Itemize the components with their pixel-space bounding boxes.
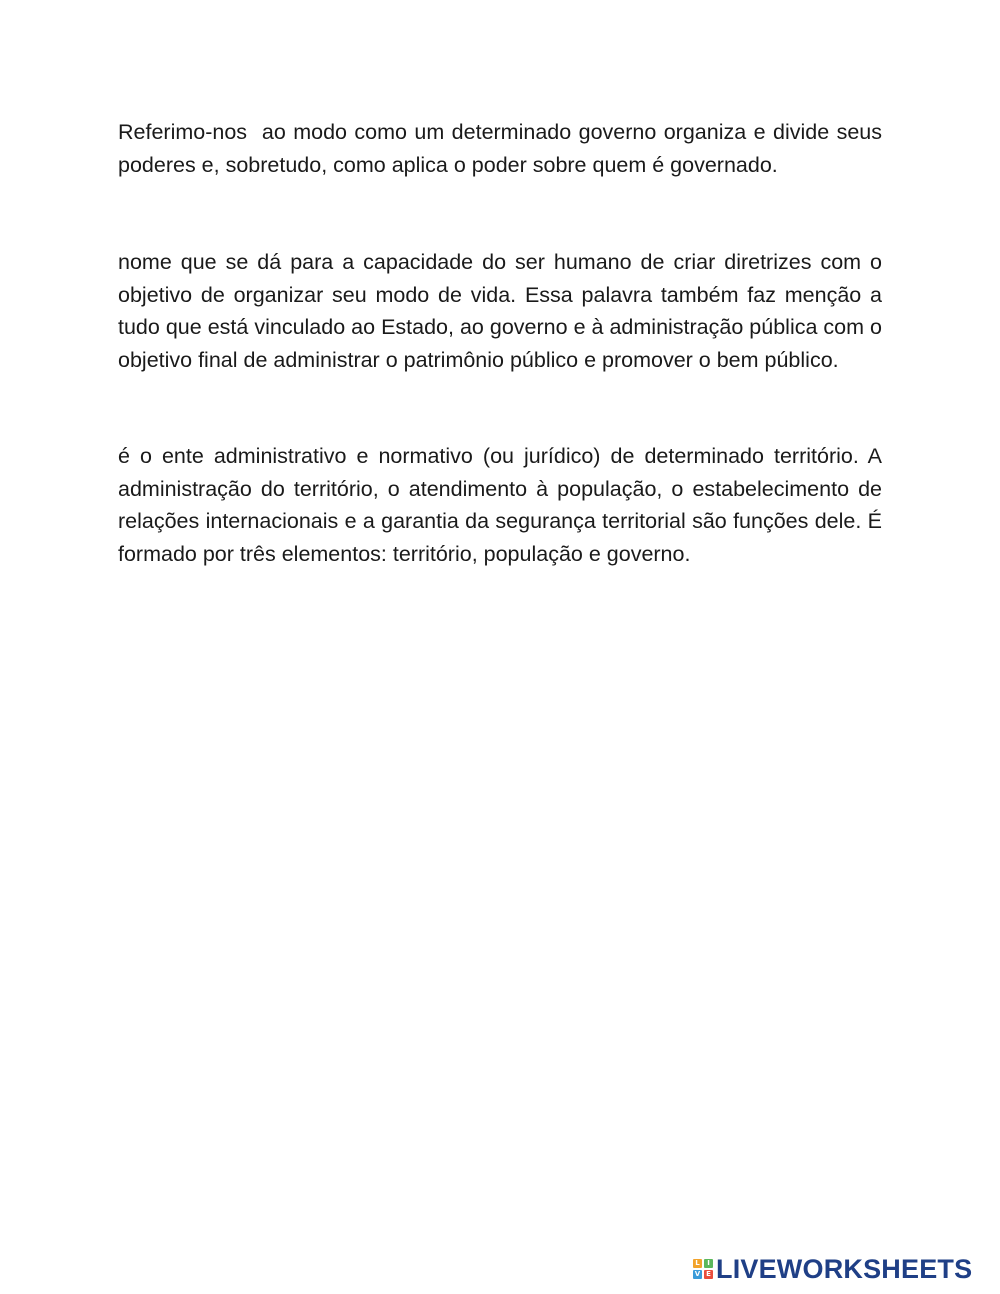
logo-letter-e: E — [704, 1270, 713, 1279]
paragraph-forma-de-governo: Referimo-nos ao modo como um determinado governo organiza e divide seus poderes e, sobretudo, como aplica o poder sobre quem é governado. — [118, 120, 882, 177]
liveworksheets-logo-icon — [693, 1259, 713, 1279]
logo-letter-i: I — [704, 1259, 713, 1268]
logo-letter-l: L — [693, 1259, 702, 1268]
liveworksheets-brand — [693, 1254, 972, 1284]
brand-wordmark: LIVEWORKSHEETS — [716, 1254, 973, 1284]
paragraph-politica: nome que se dá para a capacidade do ser humano de criar diretrizes com o objetivo de organizar seu modo de vida. Essa palavra também faz menção a tudo que está vinculado ao Estado, ao governo e à administração pública com o objetivo final de administrar o patrimônio público e promover o bem público. — [118, 250, 882, 372]
logo-letter-v: V — [694, 1270, 701, 1278]
paragraph-estado: é o ente administrativo e normativo (ou jurídico) de determinado território. A administração do território, o atendimento à população, o estabelecimento de relações internacionais e a garantia da segurança territorial são funções dele. É formado por três elementos: território, população e governo. — [118, 444, 882, 566]
